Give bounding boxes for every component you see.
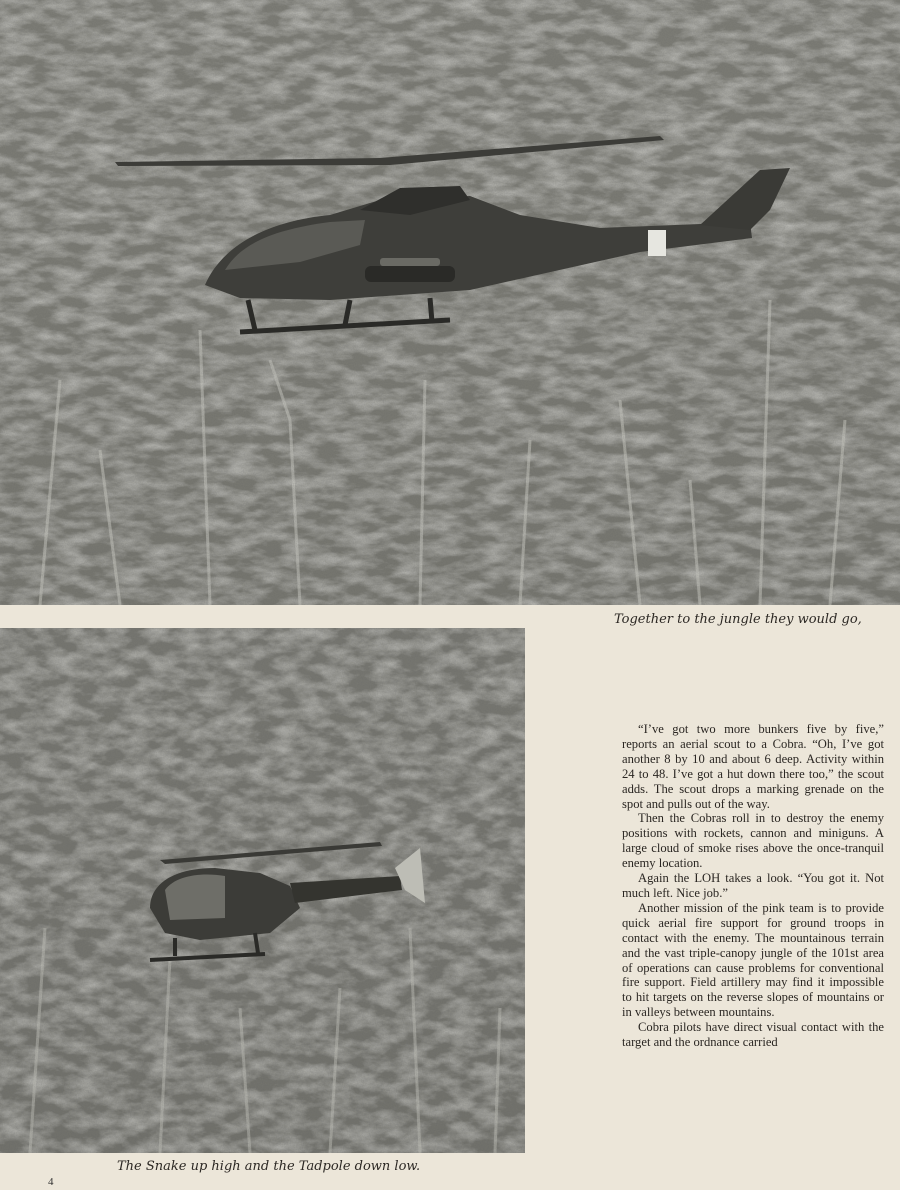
top-photo-caption: Together to the jungle they would go, [614, 612, 862, 627]
photo-loh-helicopter [0, 628, 525, 1153]
article-paragraph: Another mission of the pink team is to provide quick aerial fire support for ground troops in contact with the enemy. The mountainous terrain and the vast triple-canopy jungle of the 101st area of operations can cause problems for conventional fire support. Field artillery may find it impossible to hit targets on the reverse slopes of mountains or in valleys between mountains. [622, 900, 884, 1020]
article-paragraph: Cobra pilots have direct visual contact with the target and the ordnance carried [622, 1020, 884, 1050]
article-paragraph: Again the LOH takes a look. “You got it. Not much left. Nice job.” [622, 871, 884, 900]
article-text-column [622, 722, 884, 1050]
bottom-photo-caption: The Snake up high and the Tadpole down low. [117, 1159, 421, 1174]
page-number: 4 [48, 1176, 54, 1188]
article-paragraph: “I’ve got two more bunkers five by five,” reports an aerial scout to a Cobra. “Oh, I’ve got another 8 by 10 and about 6 deep. Activity within 24 to 48. I’ve got a hut down there too,” the scout adds. The scout drops a marking grenade on the spot and pulls out of the way. [622, 722, 884, 811]
loh-photo-image [0, 628, 525, 1153]
article-paragraph: Then the Cobras roll in to destroy the enemy positions with rockets, cannon and miniguns. A large cloud of smoke rises above the once-tranquil enemy location. [622, 811, 884, 871]
